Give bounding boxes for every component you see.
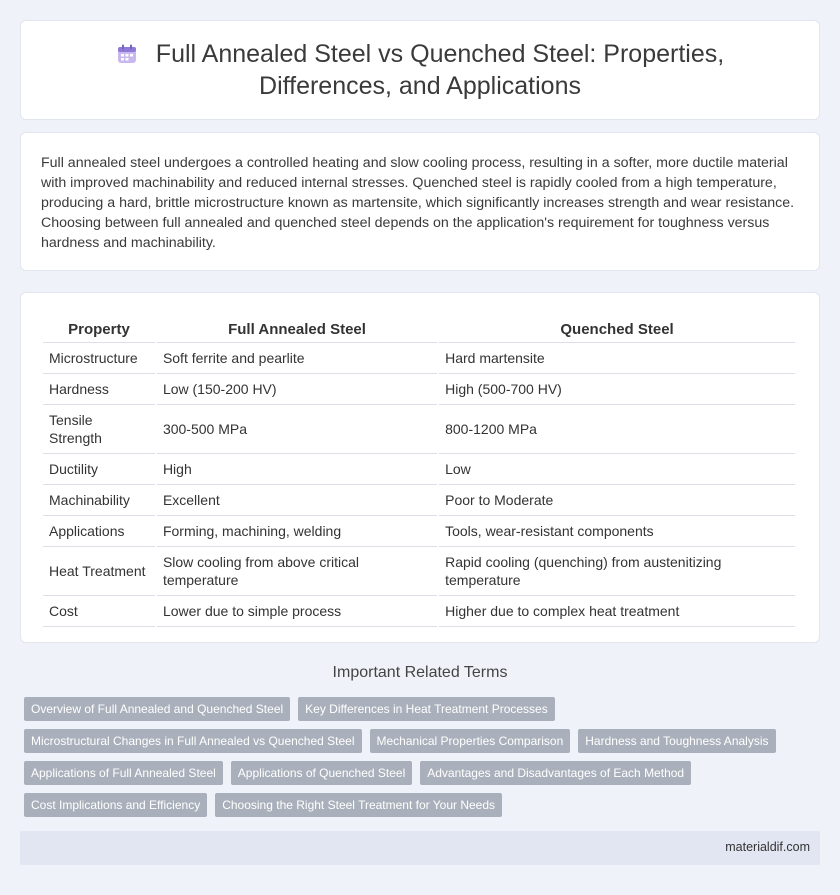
table-cell-quenched: 800-1200 MPa (439, 405, 795, 454)
related-term-tag[interactable]: Microstructural Changes in Full Annealed vs Quenched Steel (24, 729, 362, 753)
tag-row (24, 761, 824, 785)
title-card (20, 20, 820, 120)
table-card (20, 292, 820, 643)
table-row (43, 485, 795, 516)
related-terms-tags (24, 697, 824, 825)
intro-card (20, 132, 820, 271)
footer (20, 831, 820, 865)
page-title-text: Full Annealed Steel vs Quenched Steel: Properties, Differences, and Applications (155, 40, 725, 100)
tag-row (24, 729, 824, 753)
table-cell-property: Heat Treatment (43, 547, 155, 596)
related-term-tag[interactable]: Mechanical Properties Comparison (370, 729, 571, 753)
table-row (43, 516, 795, 547)
table-cell-quenched: Rapid cooling (quenching) from austenitizing temperature (439, 547, 795, 596)
table-cell-annealed: Excellent (157, 485, 437, 516)
related-term-tag[interactable]: Applications of Full Annealed Steel (24, 761, 223, 785)
comparison-table (41, 313, 797, 627)
table-row (43, 596, 795, 627)
table-row (43, 374, 795, 405)
related-term-tag[interactable]: Hardness and Toughness Analysis (578, 729, 775, 753)
table-header-row (43, 313, 795, 343)
header-full-annealed: Full Annealed Steel (157, 313, 437, 343)
related-term-tag[interactable]: Advantages and Disadvantages of Each Method (420, 761, 691, 785)
header-property: Property (43, 313, 155, 343)
table-cell-property: Tensile Strength (43, 405, 155, 454)
tag-row (24, 697, 824, 721)
table-cell-annealed: Lower due to simple process (157, 596, 437, 627)
table-row (43, 343, 795, 374)
related-term-tag[interactable]: Overview of Full Annealed and Quenched Steel (24, 697, 290, 721)
table-cell-annealed: Soft ferrite and pearlite (157, 343, 437, 374)
table-cell-annealed: 300-500 MPa (157, 405, 437, 454)
table-row (43, 454, 795, 485)
table-cell-annealed: Slow cooling from above critical temperature (157, 547, 437, 596)
table-cell-property: Machinability (43, 485, 155, 516)
table-cell-quenched: Higher due to complex heat treatment (439, 596, 795, 627)
table-cell-quenched: Tools, wear-resistant components (439, 516, 795, 547)
table-row (43, 547, 795, 596)
table-row (43, 405, 795, 454)
related-term-tag[interactable]: Cost Implications and Efficiency (24, 793, 207, 817)
table-cell-quenched: Hard martensite (439, 343, 795, 374)
related-term-tag[interactable]: Choosing the Right Steel Treatment for Your Needs (215, 793, 502, 817)
related-term-tag[interactable]: Applications of Quenched Steel (231, 761, 412, 785)
table-cell-annealed: Low (150-200 HV) (157, 374, 437, 405)
intro-paragraph: Full annealed steel undergoes a controlled heating and slow cooling process, resulting in a softer, more ductile material with improved machinability and reduced internal stresses. Quenched steel is rapidly cooled from a high temperature, producing a hard, brittle microstructure known as martensite, which significantly increases strength and wear resistance. Choosing between full annealed and quenched steel depends on the application's requirement for toughness versus hardness and machinability. (41, 155, 795, 251)
related-term-tag[interactable]: Key Differences in Heat Treatment Processes (298, 697, 555, 721)
header-quenched: Quenched Steel (439, 313, 795, 343)
table-cell-property: Ductility (43, 454, 155, 485)
table-cell-annealed: High (157, 454, 437, 485)
table-cell-annealed: Forming, machining, welding (157, 516, 437, 547)
table-cell-property: Cost (43, 596, 155, 627)
table-cell-property: Microstructure (43, 343, 155, 374)
table-cell-quenched: Poor to Moderate (439, 485, 795, 516)
table-cell-property: Applications (43, 516, 155, 547)
footer-site[interactable]: materialdif.com (725, 840, 810, 854)
tag-row (24, 793, 824, 817)
page-title (61, 38, 779, 102)
table-cell-quenched: Low (439, 454, 795, 485)
table-cell-quenched: High (500-700 HV) (439, 374, 795, 405)
table-cell-property: Hardness (43, 374, 155, 405)
calendar-icon (116, 43, 138, 65)
related-terms-title: Important Related Terms (332, 664, 508, 681)
title-wrap (21, 21, 819, 119)
